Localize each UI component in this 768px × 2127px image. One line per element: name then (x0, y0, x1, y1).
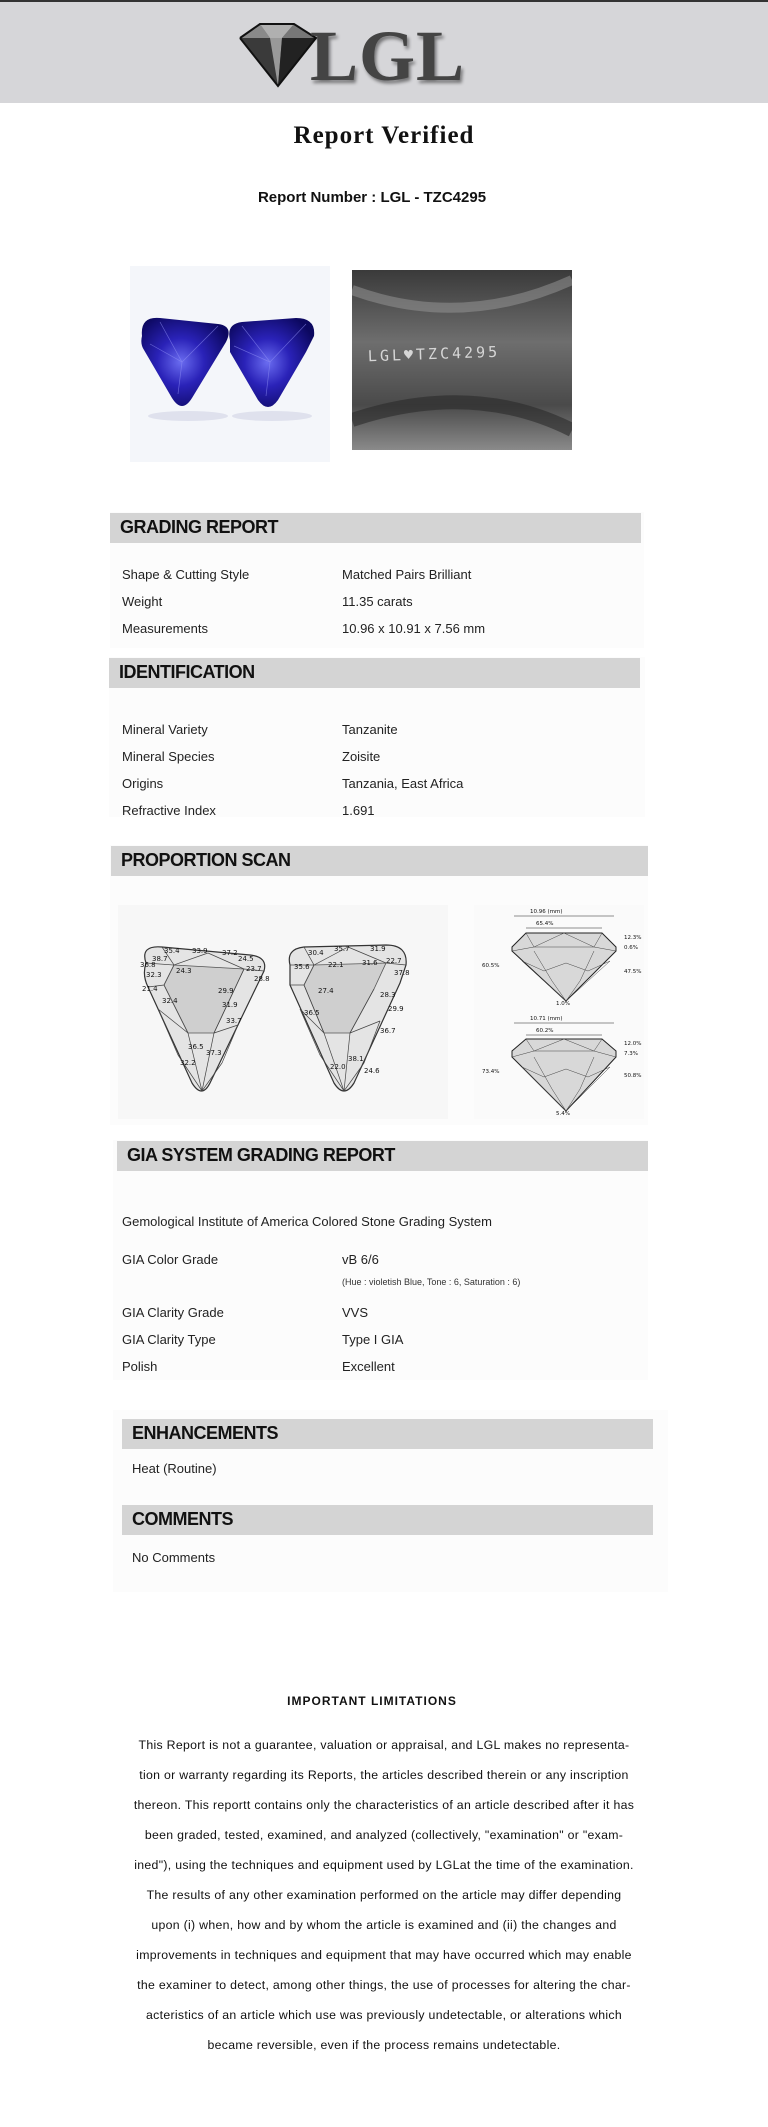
left-facet-number: 38.7 (152, 955, 168, 963)
right-facet-number: 38.1 (348, 1055, 364, 1063)
proportion-scan-header (111, 846, 648, 876)
grading-report-header (110, 513, 641, 543)
header-banner (0, 2, 768, 103)
row-label: GIA Clarity Grade (122, 1305, 224, 1320)
row-label: GIA Clarity Type (122, 1332, 216, 1347)
row-value: Matched Pairs Brilliant (342, 567, 472, 582)
profile-bottom-width: 10.71 (mm) (530, 1016, 563, 1022)
row-value: Excellent (342, 1359, 395, 1374)
row-label: Measurements (122, 621, 208, 636)
profile-top-crown: 12.3% (624, 935, 642, 941)
enhancements-header (122, 1419, 653, 1449)
limitations-title: IMPORTANT LIMITATIONS (287, 1694, 457, 1708)
left-facet-number: 36.8 (140, 961, 156, 969)
left-facet-number: 31.9 (222, 1001, 238, 1009)
right-facet-number: 35.7 (334, 945, 350, 953)
left-facet-number: 32.2 (180, 1059, 196, 1067)
diamond-icon (232, 16, 322, 94)
gia-title: GIA SYSTEM GRADING REPORT (127, 1145, 395, 1165)
left-facet-number: 33.9 (192, 947, 208, 955)
limitations-line: improvements in techniques and equipment that may have occurred which may enable (136, 1948, 632, 1962)
gia-system-name: Gemological Institute of America Colored Stone Grading System (122, 1214, 492, 1229)
profile-bottom-depth: 73.4% (482, 1069, 500, 1075)
left-facet-number: 29.9 (218, 987, 234, 995)
row-label: Origins (122, 776, 164, 791)
right-facet-number: 22.0 (330, 1063, 346, 1071)
row-value: vB 6/6 (342, 1252, 379, 1267)
row-value: VVS (342, 1305, 369, 1320)
stones-photo (130, 266, 330, 462)
right-facet-number: 24.6 (364, 1067, 380, 1075)
limitations-line: upon (i) when, how and by whom the article is examined and (ii) the changes and (151, 1918, 617, 1932)
profile-top-culet: 1.0% (556, 1001, 570, 1007)
row-value: 1.691 (342, 803, 375, 818)
row-value: Zoisite (342, 749, 381, 764)
limitations-line: thereon. This reportt contains only the characteristics of an article described after it has (133, 1798, 635, 1812)
row-value: 11.35 carats (342, 594, 413, 609)
row-value: Tanzanite (342, 722, 398, 737)
left-facet-number: 21.4 (142, 985, 158, 993)
profile-bottom-culet: 5.4% (556, 1111, 570, 1117)
identification-header (109, 658, 640, 688)
profile-top-table: 65.4% (536, 921, 554, 927)
gia-header (117, 1141, 648, 1171)
left-facet-number: 28.8 (254, 975, 270, 983)
proportion-scan-title: PROPORTION SCAN (121, 850, 291, 870)
row-label: GIA Color Grade (122, 1252, 219, 1267)
right-facet-number: 27.4 (318, 987, 334, 995)
profile-top-girdle: 0.6% (624, 945, 638, 951)
profile-bottom-table: 60.2% (536, 1028, 554, 1034)
enhancements-value: Heat (Routine) (132, 1461, 217, 1476)
right-facet-number: 22.1 (328, 961, 344, 969)
profile-bottom-pavilion: 50.8% (624, 1073, 642, 1079)
left-facet-number: 33.7 (226, 1017, 242, 1025)
limitations-line: been graded, tested, examined, and analyzed (collectively, "examination" or "exam- (144, 1828, 624, 1842)
left-facet-number: 37.3 (206, 1049, 222, 1057)
comments-value: No Comments (132, 1550, 216, 1565)
right-facet-number: 37.8 (394, 969, 410, 977)
row-label: Polish (122, 1359, 158, 1374)
row-label: Shape & Cutting Style (122, 567, 250, 582)
right-facet-number: 31.9 (370, 945, 386, 953)
profile-top-width: 10.96 (mm) (530, 909, 563, 915)
gia-color-note: (Hue : violetish Blue, Tone : 6, Saturation : 6) (342, 1277, 521, 1287)
profile-bottom-crown: 12.0% (624, 1041, 642, 1047)
row-value: 10.96 x 10.91 x 7.56 mm (342, 621, 486, 636)
right-facet-number: 28.3 (380, 991, 396, 999)
row-label: Mineral Species (122, 749, 215, 764)
right-facet-number: 36.5 (304, 1009, 320, 1017)
left-facet-number: 35.4 (164, 947, 180, 955)
inscription-photo (352, 270, 572, 450)
limitations-line: ined"), using the techniques and equipment used by LGLat the time of the examination. (134, 1858, 634, 1872)
comments-title: COMMENTS (132, 1509, 233, 1529)
lgl-logo[interactable] (232, 16, 492, 96)
limitations-text (116, 1730, 652, 2060)
row-value: Tanzania, East Africa (342, 776, 464, 791)
left-facet-number: 24.5 (238, 955, 254, 963)
limitations-line: The results of any other examination performed on the article may differ depending (146, 1888, 622, 1902)
limitations-line: became reversible, even if the process remains undetectable. (207, 2038, 561, 2052)
row-label: Refractive Index (122, 803, 216, 818)
limitations-line: tion or warranty regarding its Reports, the articles described therein or any inscription (139, 1768, 629, 1782)
row-value: Type I GIA (342, 1332, 404, 1347)
grading-report-title: GRADING REPORT (120, 517, 279, 537)
profile-diagram (474, 905, 644, 1119)
profile-top-depth: 60.5% (482, 963, 500, 969)
right-facet-number: 36.7 (380, 1027, 396, 1035)
logo-text: LGL (310, 16, 466, 96)
right-facet-number: 30.4 (308, 949, 324, 957)
limitations-line: This Report is not a guarantee, valuation or appraisal, and LGL makes no representa- (138, 1738, 630, 1752)
row-label: Mineral Variety (122, 722, 208, 737)
limitations-line: acteristics of an article which use was previously undetectable, or alterations which (146, 2008, 622, 2022)
right-facet-number: 35.6 (294, 963, 310, 971)
enhancements-title: ENHANCEMENTS (132, 1423, 279, 1443)
report-number: Report Number : LGL - TZC4295 (257, 189, 487, 206)
left-facet-number: 24.3 (176, 967, 192, 975)
comments-header (122, 1505, 653, 1535)
right-facet-number: 29.9 (388, 1005, 404, 1013)
profile-top-pavilion: 47.5% (624, 969, 642, 975)
right-facet-number: 22.7 (386, 957, 402, 965)
facet-diagram (118, 905, 448, 1119)
inscription-text: LGL♥TZC4295 (367, 342, 501, 366)
left-facet-number: 36.5 (188, 1043, 204, 1051)
left-facet-number: 32.3 (146, 971, 162, 979)
identification-title: IDENTIFICATION (119, 662, 255, 682)
profile-bottom-girdle: 7.3% (624, 1051, 638, 1057)
limitations-line: the examiner to detect, among other things, the use of processes for altering the char- (137, 1978, 631, 1992)
row-label: Weight (122, 594, 163, 609)
left-facet-number: 37.2 (222, 949, 238, 957)
left-facet-number: 32.4 (162, 997, 178, 1005)
left-facet-number: 23.7 (246, 965, 262, 973)
page-title: Report Verified (293, 122, 475, 149)
right-facet-number: 31.6 (362, 959, 378, 967)
